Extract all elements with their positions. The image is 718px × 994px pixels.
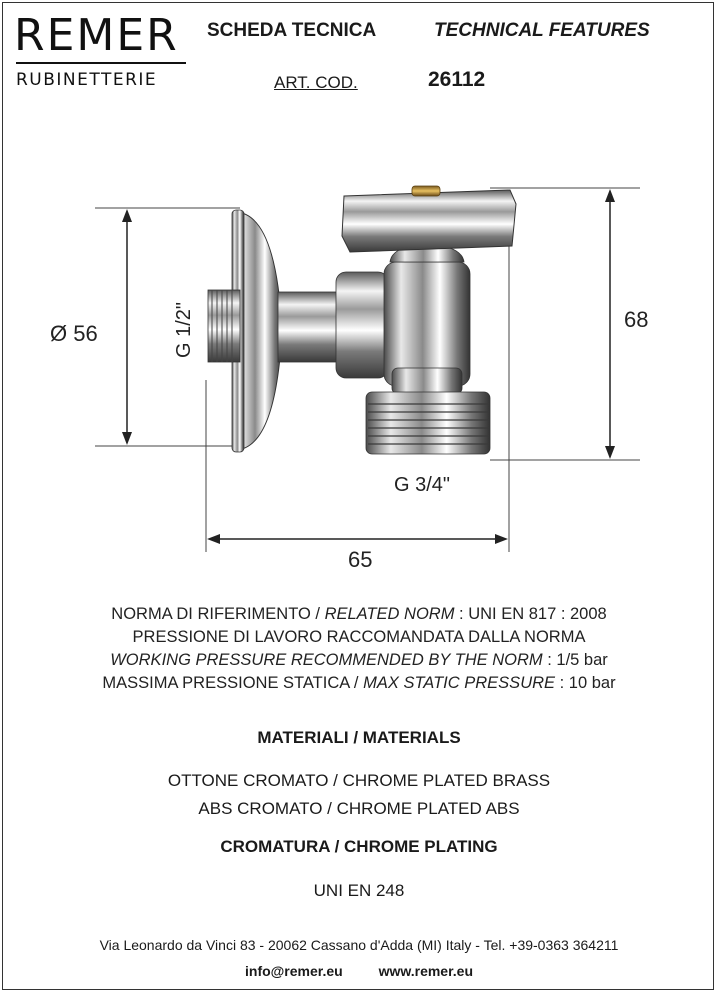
spec-pressure	[0, 651, 718, 670]
article-code: 26112	[428, 68, 486, 91]
article-code-label: ART. COD.	[274, 73, 358, 92]
materials-title: MATERIALI / MATERIALS	[257, 728, 461, 747]
spec-static-value: : 10 bar	[555, 674, 616, 692]
material-brass: OTTONE CROMATO / CHROME PLATED BRASS	[167, 771, 551, 790]
spec-norm-value: : UNI EN 817 : 2008	[454, 605, 607, 623]
outlet-thread-label: G 3/4"	[394, 474, 451, 496]
width-label: 65	[348, 547, 373, 572]
spec-norm	[0, 605, 718, 624]
spec-static	[0, 674, 718, 693]
plating-standard: UNI EN 248	[313, 881, 405, 900]
spec-static-en: MAX STATIC PRESSURE	[363, 674, 556, 692]
valve-image	[208, 186, 516, 454]
brand-subtitle: RUBINETTERIE	[16, 70, 158, 90]
brand-logo: REMER	[14, 10, 179, 61]
title-italian: SCHEDA TECNICA	[207, 20, 377, 41]
spec-norm-it: NORMA DI RIFERIMENTO /	[111, 605, 325, 623]
diameter-label: Ø 56	[50, 321, 98, 346]
spec-norm-en: RELATED NORM	[324, 605, 455, 623]
height-label: 68	[624, 307, 649, 332]
footer-website[interactable]: www.remer.eu	[378, 963, 473, 979]
footer-contacts	[0, 963, 718, 979]
plating-title: CROMATURA / CHROME PLATING	[220, 837, 498, 856]
technical-drawing	[0, 170, 718, 580]
brand-divider	[16, 62, 186, 64]
spec-pressure-it: PRESSIONE DI LAVORO RACCOMANDATA DALLA NORMA	[132, 628, 586, 646]
footer-address: Via Leonardo da Vinci 83 - 20062 Cassano d'Adda (MI) Italy - Tel. +39-0363 364211	[99, 937, 619, 953]
title-english: TECHNICAL FEATURES	[434, 20, 650, 41]
footer-email[interactable]: info@remer.eu	[245, 963, 343, 979]
spec-pressure-value: : 1/5 bar	[542, 651, 608, 669]
spec-pressure-en: WORKING PRESSURE RECOMMENDED BY THE NORM	[110, 651, 543, 669]
inlet-thread-label: G 1/2"	[173, 301, 195, 358]
material-abs: ABS CROMATO / CHROME PLATED ABS	[198, 799, 520, 818]
spec-static-it: MASSIMA PRESSIONE STATICA /	[102, 674, 364, 692]
